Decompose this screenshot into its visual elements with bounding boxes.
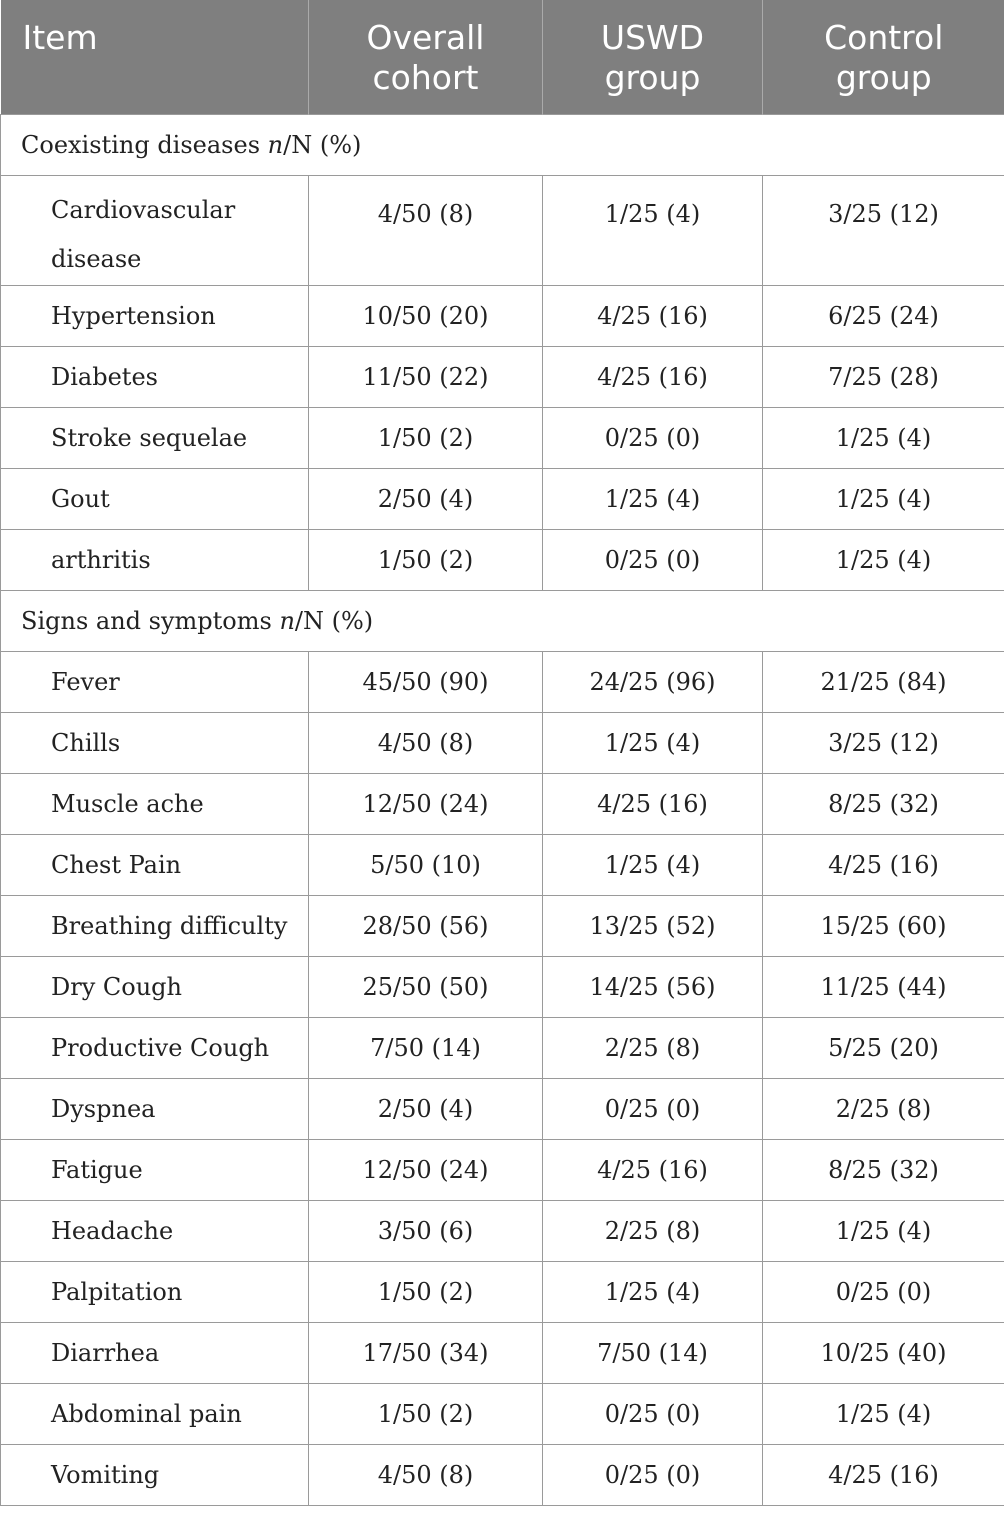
cell-overall: 4/50 (8) bbox=[309, 175, 543, 285]
cell-uswd: 4/25 (16) bbox=[543, 285, 763, 346]
cell-control: 1/25 (4) bbox=[763, 529, 1004, 590]
cell-overall: 1/50 (2) bbox=[309, 1261, 543, 1322]
section-title-n: n bbox=[267, 130, 284, 159]
header-uswd-group: USWD group bbox=[543, 0, 763, 114]
cell-control: 4/25 (16) bbox=[763, 1444, 1004, 1505]
cell-item: Hypertension bbox=[1, 285, 309, 346]
cell-overall: 17/50 (34) bbox=[309, 1322, 543, 1383]
cell-control: 5/25 (20) bbox=[763, 1017, 1004, 1078]
cell-control: 1/25 (4) bbox=[763, 1200, 1004, 1261]
header-row bbox=[1, 0, 1004, 114]
cell-overall: 1/50 (2) bbox=[309, 1383, 543, 1444]
table-row bbox=[1, 1078, 1004, 1139]
cell-uswd: 2/25 (8) bbox=[543, 1200, 763, 1261]
table-row bbox=[1, 895, 1004, 956]
section-header-row bbox=[1, 590, 1004, 651]
cell-uswd: 1/25 (4) bbox=[543, 468, 763, 529]
section-title-text: Signs and symptoms bbox=[21, 606, 280, 635]
cell-control: 2/25 (8) bbox=[763, 1078, 1004, 1139]
cell-control: 6/25 (24) bbox=[763, 285, 1004, 346]
cell-overall: 28/50 (56) bbox=[309, 895, 543, 956]
cell-overall: 4/50 (8) bbox=[309, 712, 543, 773]
cell-uswd: 1/25 (4) bbox=[543, 1261, 763, 1322]
table-row bbox=[1, 712, 1004, 773]
cell-uswd: 1/25 (4) bbox=[543, 712, 763, 773]
section-title-n: n bbox=[279, 606, 295, 635]
cell-control: 1/25 (4) bbox=[763, 407, 1004, 468]
cell-control: 21/25 (84) bbox=[763, 651, 1004, 712]
cell-overall: 2/50 (4) bbox=[309, 1078, 543, 1139]
cell-overall: 2/50 (4) bbox=[309, 468, 543, 529]
table-row bbox=[1, 1322, 1004, 1383]
cell-control: 8/25 (32) bbox=[763, 1139, 1004, 1200]
cell-overall: 1/50 (2) bbox=[309, 407, 543, 468]
cell-control: 0/25 (0) bbox=[763, 1261, 1004, 1322]
header-item: Item bbox=[1, 0, 309, 114]
cell-overall: 12/50 (24) bbox=[309, 1139, 543, 1200]
cell-item: Stroke sequelae bbox=[1, 407, 309, 468]
cell-overall: 7/50 (14) bbox=[309, 1017, 543, 1078]
cell-control: 15/25 (60) bbox=[763, 895, 1004, 956]
cell-uswd: 0/25 (0) bbox=[543, 1444, 763, 1505]
section-title bbox=[1, 114, 1004, 175]
cell-item: Chills bbox=[1, 712, 309, 773]
cell-control: 3/25 (12) bbox=[763, 712, 1004, 773]
cell-overall: 5/50 (10) bbox=[309, 834, 543, 895]
cell-item: Headache bbox=[1, 1200, 309, 1261]
cell-overall: 25/50 (50) bbox=[309, 956, 543, 1017]
cell-uswd: 0/25 (0) bbox=[543, 407, 763, 468]
cell-uswd: 4/25 (16) bbox=[543, 773, 763, 834]
table-row bbox=[1, 175, 1004, 285]
table-row bbox=[1, 1444, 1004, 1505]
table-row bbox=[1, 285, 1004, 346]
table-row bbox=[1, 1383, 1004, 1444]
table-row bbox=[1, 529, 1004, 590]
cell-item: Diabetes bbox=[1, 346, 309, 407]
cell-overall: 45/50 (90) bbox=[309, 651, 543, 712]
cell-uswd: 24/25 (96) bbox=[543, 651, 763, 712]
cell-item: Vomiting bbox=[1, 1444, 309, 1505]
cell-overall: 11/50 (22) bbox=[309, 346, 543, 407]
cell-uswd: 13/25 (52) bbox=[543, 895, 763, 956]
cell-uswd: 14/25 (56) bbox=[543, 956, 763, 1017]
cell-control: 1/25 (4) bbox=[763, 468, 1004, 529]
table-row bbox=[1, 346, 1004, 407]
cell-overall: 12/50 (24) bbox=[309, 773, 543, 834]
table-row bbox=[1, 651, 1004, 712]
cell-item: Fever bbox=[1, 651, 309, 712]
cell-overall: 3/50 (6) bbox=[309, 1200, 543, 1261]
cell-uswd: 4/25 (16) bbox=[543, 346, 763, 407]
table-row bbox=[1, 407, 1004, 468]
header-control-group: Control group bbox=[763, 0, 1004, 114]
cell-item: Dry Cough bbox=[1, 956, 309, 1017]
cell-control: 3/25 (12) bbox=[763, 175, 1004, 285]
cell-control: 8/25 (32) bbox=[763, 773, 1004, 834]
table-row bbox=[1, 1261, 1004, 1322]
table-row bbox=[1, 1200, 1004, 1261]
cell-item: Fatigue bbox=[1, 1139, 309, 1200]
cell-item: Abdominal pain bbox=[1, 1383, 309, 1444]
cell-item: Chest Pain bbox=[1, 834, 309, 895]
table-row bbox=[1, 468, 1004, 529]
section-title bbox=[1, 590, 1004, 651]
section-title-suffix: /N (%) bbox=[283, 130, 362, 159]
cell-control: 11/25 (44) bbox=[763, 956, 1004, 1017]
table-row bbox=[1, 834, 1004, 895]
cell-uswd: 7/50 (14) bbox=[543, 1322, 763, 1383]
table-row bbox=[1, 1017, 1004, 1078]
cell-control: 10/25 (40) bbox=[763, 1322, 1004, 1383]
cell-item: Cardiovascular disease bbox=[1, 175, 309, 285]
cell-uswd: 0/25 (0) bbox=[543, 529, 763, 590]
cell-item: Dyspnea bbox=[1, 1078, 309, 1139]
table-header bbox=[1, 0, 1004, 114]
cell-item: Diarrhea bbox=[1, 1322, 309, 1383]
cell-control: 4/25 (16) bbox=[763, 834, 1004, 895]
table-body bbox=[1, 114, 1004, 1505]
cell-uswd: 0/25 (0) bbox=[543, 1383, 763, 1444]
table-row bbox=[1, 773, 1004, 834]
cell-uswd: 1/25 (4) bbox=[543, 175, 763, 285]
cell-overall: 4/50 (8) bbox=[309, 1444, 543, 1505]
cell-item: Productive Cough bbox=[1, 1017, 309, 1078]
cell-uswd: 4/25 (16) bbox=[543, 1139, 763, 1200]
header-overall-cohort: Overall cohort bbox=[309, 0, 543, 114]
table-row bbox=[1, 1139, 1004, 1200]
cell-item: Gout bbox=[1, 468, 309, 529]
cell-uswd: 0/25 (0) bbox=[543, 1078, 763, 1139]
cell-control: 1/25 (4) bbox=[763, 1383, 1004, 1444]
cell-overall: 10/50 (20) bbox=[309, 285, 543, 346]
cell-uswd: 2/25 (8) bbox=[543, 1017, 763, 1078]
cell-control: 7/25 (28) bbox=[763, 346, 1004, 407]
cell-uswd: 1/25 (4) bbox=[543, 834, 763, 895]
section-title-suffix: /N (%) bbox=[294, 606, 374, 635]
cell-overall: 1/50 (2) bbox=[309, 529, 543, 590]
cell-item: Palpitation bbox=[1, 1261, 309, 1322]
section-header-row bbox=[1, 114, 1004, 175]
cell-item: Muscle ache bbox=[1, 773, 309, 834]
section-title-text: Coexisting diseases bbox=[21, 130, 268, 159]
cell-item: Breathing difficulty bbox=[1, 895, 309, 956]
cell-item: arthritis bbox=[1, 529, 309, 590]
table-row bbox=[1, 956, 1004, 1017]
